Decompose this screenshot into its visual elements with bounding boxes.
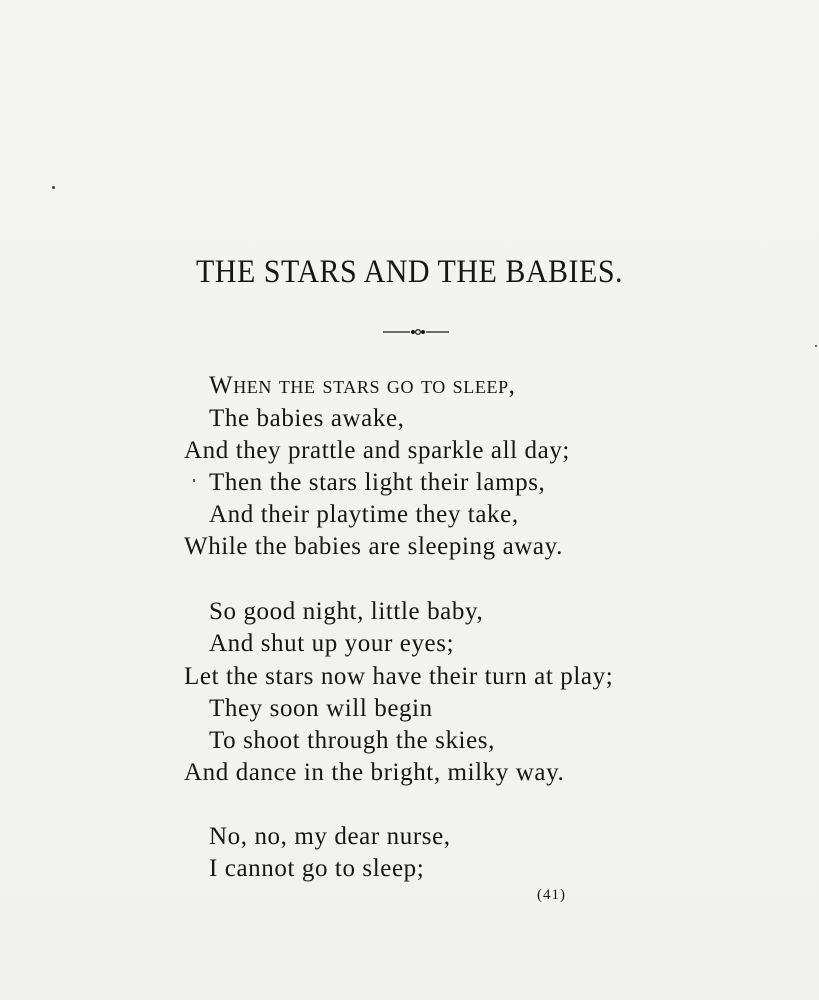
paper-speck bbox=[815, 345, 817, 347]
paper-speck bbox=[52, 186, 55, 189]
poem-line: So good night, little baby, bbox=[209, 598, 484, 625]
poem-line: Then the stars light their lamps, bbox=[209, 469, 546, 496]
poem-line: The babies awake, bbox=[209, 405, 405, 432]
poem-line: Let the stars now have their turn at play; bbox=[184, 663, 614, 690]
poem-line: And they prattle and sparkle all day; bbox=[184, 437, 570, 464]
poem-line: I cannot go to sleep; bbox=[209, 855, 425, 882]
poem-line: They soon will begin bbox=[209, 695, 433, 722]
poem-line: No, no, my dear nurse, bbox=[209, 823, 451, 850]
poem-line: And dance in the bright, milky way. bbox=[184, 759, 565, 786]
poem-line: When the stars go to sleep, bbox=[209, 372, 516, 399]
poem-line: And shut up your eyes; bbox=[209, 630, 455, 657]
print-mark bbox=[193, 479, 195, 482]
page-number: (41) bbox=[537, 887, 566, 903]
title-ornament-icon bbox=[383, 327, 449, 337]
poem-title: THE STARS AND THE BABIES. bbox=[195, 254, 624, 290]
poem-line: To shoot through the skies, bbox=[209, 727, 495, 754]
poem-line: While the babies are sleeping away. bbox=[184, 533, 563, 560]
poem-line: And their playtime they take, bbox=[209, 501, 519, 528]
